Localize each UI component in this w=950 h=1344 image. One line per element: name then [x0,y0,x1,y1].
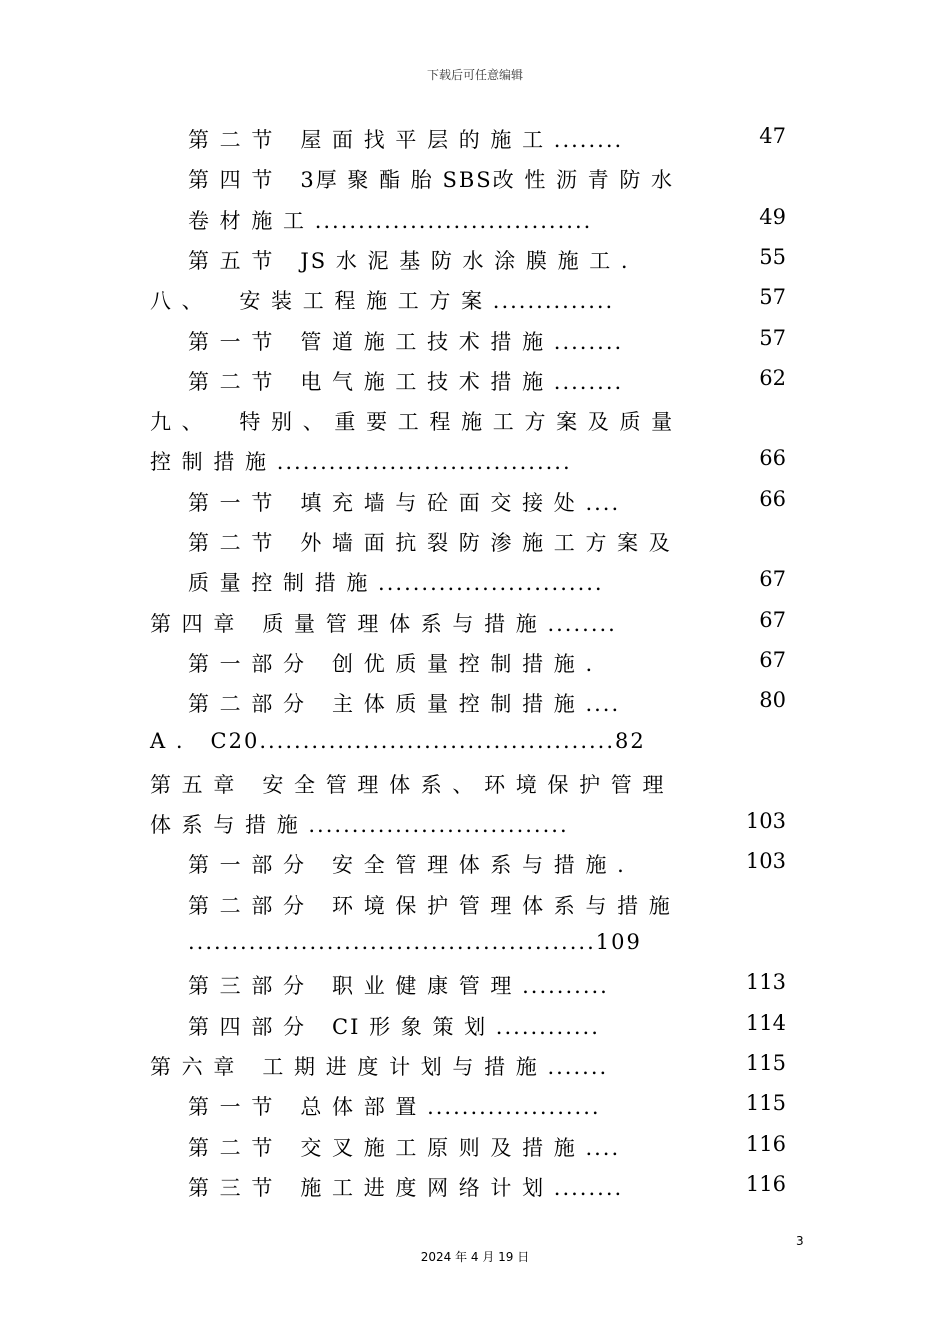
toc-entry[interactable] [150,1132,786,1162]
toc-entry-title: 第 二 部 分 环 境 保 护 管 理 体 系 与 措 施 [188,894,672,918]
toc-entry[interactable] [150,970,786,1000]
toc-entry-title: A . C20.........................................82 [150,729,646,753]
toc-entry-page: 103 [745,809,786,833]
toc-entry-title: 第 四 部 分 CI 形 象 策 划 ............ [188,1015,600,1039]
toc-entry[interactable] [150,890,786,920]
toc-entry[interactable] [150,366,786,396]
toc-entry-title: 第 一 节 填 充 墙 与 砼 面 交 接 处 .... [188,491,621,515]
toc-entry-page: 55 [759,245,786,269]
toc-entry-page: 115 [745,1051,786,1075]
toc-entry[interactable] [150,769,786,799]
toc-entry-page: 47 [759,124,786,148]
toc-entry-title: 第 四 节 3厚 聚 酯 胎 SBS改 性 沥 青 防 水 [188,168,675,192]
toc-entry-title: 第 五 节 JS 水 泥 基 防 水 涂 膜 施 工 . [188,249,630,273]
page-number: 3 [796,1234,804,1248]
toc-entry[interactable] [150,124,786,154]
toc-entry[interactable] [150,205,786,235]
toc-entry-page: 67 [759,648,786,672]
toc-entry-title: 第 一 部 分 创 优 质 量 控 制 措 施 . [188,652,595,676]
page-header: 下载后可任意编辑 [426,68,523,82]
toc-entry-title: 第 一 节 管 道 施 工 技 术 措 施 ........ [188,330,624,354]
toc-entry[interactable] [150,729,786,759]
toc-entry-page: 57 [759,326,786,350]
toc-entry-title: 第 一 部 分 安 全 管 理 体 系 与 措 施 . [188,853,626,877]
toc-entry-page: 116 [745,1132,786,1156]
toc-entry-title: 九 、 特 别 、 重 要 工 程 施 工 方 案 及 质 量 [150,410,675,434]
toc-entry-page: 116 [745,1172,786,1196]
toc-entry[interactable] [150,608,786,638]
toc-entry[interactable] [150,527,786,557]
toc-entry-page: 115 [745,1091,786,1115]
toc-entry[interactable] [150,326,786,356]
toc-entry-title: 控 制 措 施 .................................. [150,450,572,474]
toc-entry-page: 49 [759,205,786,229]
toc-entry[interactable] [150,245,786,275]
toc-entry[interactable] [150,1051,786,1081]
toc-entry-title: 第 三 部 分 职 业 健 康 管 理 .......... [188,974,609,998]
toc-entry[interactable] [150,567,786,597]
toc-entry[interactable] [150,164,786,194]
toc-entry-page: 67 [759,567,786,591]
toc-entry-title: 第 六 章 工 期 进 度 计 划 与 措 施 ....... [150,1055,609,1079]
toc-entry[interactable] [150,285,786,315]
toc-entry[interactable] [150,688,786,718]
toc-entry[interactable] [150,1172,786,1202]
toc-entry-page: 62 [759,366,786,390]
toc-entry-title: 第 二 节 电 气 施 工 技 术 措 施 ........ [188,370,624,394]
toc-entry[interactable] [150,406,786,436]
toc-entry-title: 第 五 章 安 全 管 理 体 系 、 环 境 保 护 管 理 [150,773,666,797]
toc-entry[interactable] [150,930,786,960]
toc-entry-page: 66 [759,487,786,511]
toc-entry-title: 第 三 节 施 工 进 度 网 络 计 划 ........ [188,1176,624,1200]
toc-entry-page: 66 [759,446,786,470]
toc-entry-title: 第 四 章 质 量 管 理 体 系 与 措 施 ........ [150,612,617,636]
toc-entry-page: 67 [759,608,786,632]
toc-entry-title: 体 系 与 措 施 .............................. [150,813,569,837]
toc-entry-title: 八 、 安 装 工 程 施 工 方 案 .............. [150,289,615,313]
toc-entry[interactable] [150,487,786,517]
toc-entry-page: 103 [745,849,786,873]
toc-entry[interactable] [150,648,786,678]
toc-entry-page: 80 [759,688,786,712]
toc-entry[interactable] [150,446,786,476]
toc-entry-title: 质 量 控 制 措 施 .......................... [188,571,604,595]
toc-entry-title: 第 二 节 外 墙 面 抗 裂 防 渗 施 工 方 案 及 [188,531,672,555]
toc-entry-title: 第 二 节 交 叉 施 工 原 则 及 措 施 .... [188,1136,621,1160]
toc-entry[interactable] [150,809,786,839]
page-footer-date: 2024 年 4 月 19 日 [420,1250,530,1264]
toc-entry[interactable] [150,849,786,879]
toc-entry-title: 卷 材 施 工 ................................ [188,209,593,233]
toc-entry-title: 第 二 部 分 主 体 质 量 控 制 措 施 .... [188,692,621,716]
toc-entry[interactable] [150,1091,786,1121]
toc-entry-page: 57 [759,285,786,309]
toc-entry[interactable] [150,1011,786,1041]
toc-entry-title: 第 二 节 屋 面 找 平 层 的 施 工 ........ [188,128,624,152]
toc-entry-page: 113 [745,970,786,994]
toc-entry-title: 第 一 节 总 体 部 置 .................... [188,1095,601,1119]
toc-entry-page: 114 [745,1011,786,1035]
toc-entry-title: ...............................................109 [188,930,642,954]
